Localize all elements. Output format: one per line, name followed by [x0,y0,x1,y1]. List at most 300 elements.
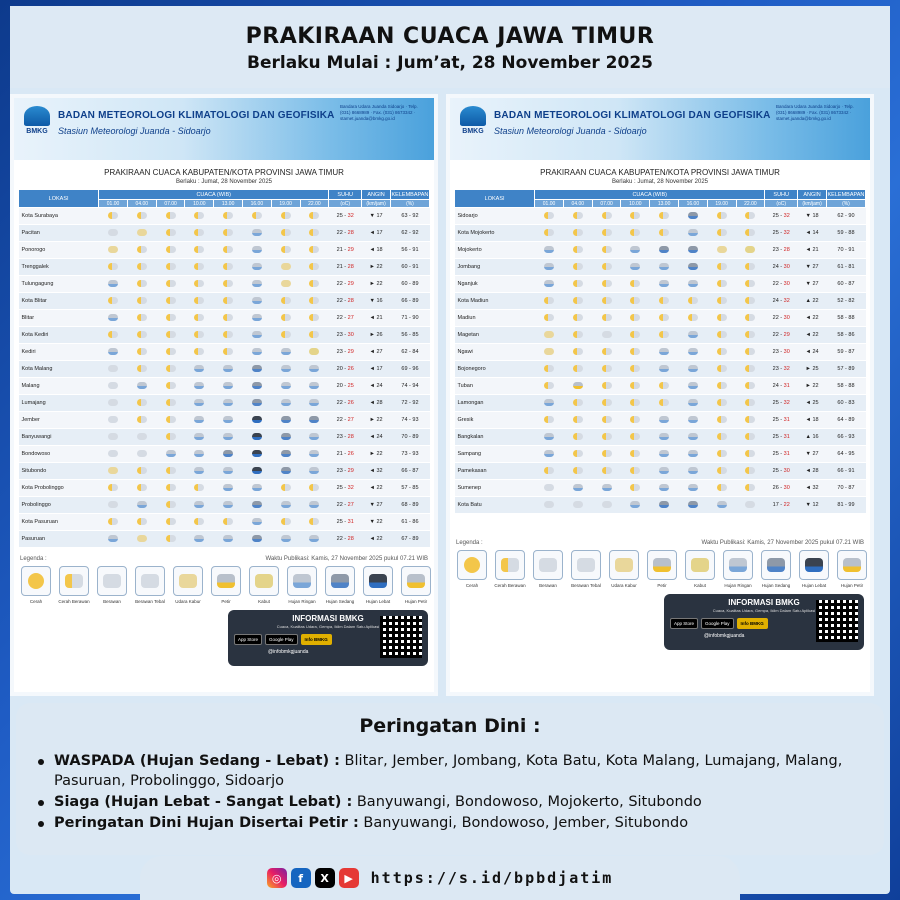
weather-cb-icon [137,399,147,406]
location-name: Mojokerto [455,242,535,259]
weather-ringan-icon [309,433,319,440]
table-row [455,225,866,242]
temp-max: 30 [783,281,790,287]
table-row [19,276,430,293]
weather-cell [214,446,243,463]
weather-cb-icon [223,348,233,355]
weather-cb-icon [309,280,319,287]
weather-cell [127,395,156,412]
weather-cell [592,293,621,310]
weather-cb-icon [717,450,727,457]
weather-cb-icon [194,331,204,338]
weather-cell [185,412,214,429]
weather-ringan-icon [194,416,204,423]
instagram-icon[interactable]: ◎ [267,868,287,888]
wind-cell [798,361,827,378]
column-header-hour: 07.00 [592,200,621,208]
info-bmkg-banner [664,594,864,650]
weather-cell [127,327,156,344]
weather-cell [736,446,765,463]
weather-cell [271,378,300,395]
temperature-cell [329,310,362,327]
weather-cb-icon [573,450,583,457]
legend-name: Hujan Petir [840,583,864,588]
weather-cb-icon [281,518,291,525]
temp-min: 23 [336,468,343,474]
weather-cb-icon [717,399,727,406]
legend-item [454,550,490,588]
weather-cb-icon [717,229,727,236]
temp-max: 30 [783,264,790,270]
legend-udara-icon [179,574,197,588]
agency-name: BADAN METEOROLOGI KLIMATOLOGI DAN GEOFISIKA [494,110,771,121]
wind-direction-icon: ▼ [805,213,811,219]
weather-cell [99,208,128,225]
weather-cell [242,327,271,344]
weather-cell [99,378,128,395]
weather-cell [300,225,329,242]
wind-cell [798,208,827,225]
weather-cell [707,463,736,480]
weather-cell [621,310,650,327]
warning-text: Banyuwangi, Bondowoso, Mojokerto, Situbondo [352,794,702,810]
legend-item [720,550,756,588]
legend-name: Hujan Ringan [724,583,752,588]
wind-speed: 27 [812,451,819,457]
weather-cb-icon [166,501,176,508]
wind-direction-icon: ◄ [369,349,375,355]
weather-cell [271,293,300,310]
weather-sedang-icon [688,246,698,253]
weather-cell [650,446,679,463]
weather-cell [156,429,185,446]
weather-cb-icon [717,348,727,355]
weather-cell [99,497,128,514]
temp-separator: - [342,536,348,542]
temp-min: 21 [336,264,343,270]
temp-max: 26 [347,451,354,457]
wind-speed: 24 [376,383,383,389]
weather-ringan-icon [223,416,233,423]
location-name: Tuban [455,378,535,395]
weather-cell [242,276,271,293]
weather-cb-icon [166,314,176,321]
weather-cb-icon [745,263,755,270]
weather-cell [650,378,679,395]
weather-cb-icon [717,297,727,304]
weather-cell [271,327,300,344]
temp-max: 28 [347,264,354,270]
temp-separator: - [778,485,784,491]
wind-speed: 24 [376,434,383,440]
temp-separator: - [342,315,348,321]
facebook-icon[interactable]: f [291,868,311,888]
wind-direction-icon: ◄ [805,485,811,491]
temp-separator: - [778,451,784,457]
weather-cell [678,208,707,225]
temp-min: 23 [336,349,343,355]
wind-cell [362,514,391,531]
location-name: Kota Madiun [455,293,535,310]
weather-cell [650,327,679,344]
humidity-cell: 73 - 93 [390,446,429,463]
humidity-cell: 58 - 88 [826,310,865,327]
weather-cell [242,208,271,225]
app-store-badge[interactable]: App Store [234,634,262,645]
weather-cell [214,463,243,480]
weather-cb-icon [573,229,583,236]
weather-cell [707,276,736,293]
column-header-lokasi: LOKASI [455,190,535,208]
weather-cell [214,531,243,548]
temp-max: 32 [783,230,790,236]
x-icon[interactable]: X [315,868,335,888]
weather-cb-icon [573,263,583,270]
location-name: Ponorogo [19,242,99,259]
temp-separator: - [778,264,784,270]
weather-ringan-icon [688,382,698,389]
app-store-badge[interactable]: App Store [670,618,698,629]
weather-lebat-icon [252,450,262,457]
table-row [455,463,866,480]
weather-cell [621,242,650,259]
temp-min: 25 [772,434,779,440]
google-play-badge[interactable]: Google Play [265,634,298,645]
temp-min: 24 [772,264,779,270]
wind-cell [798,497,827,514]
weather-cb-icon [573,297,583,304]
location-name: Kota Batu [455,497,535,514]
wind-direction-icon: ► [369,332,375,338]
weather-cell [621,378,650,395]
weather-cell [563,395,592,412]
weather-cell [242,310,271,327]
legend-cerah-icon [464,557,480,573]
wind-speed: 18 [812,213,819,219]
weather-cell [300,463,329,480]
temp-max: 31 [783,434,790,440]
weather-cell [563,310,592,327]
temp-separator: - [342,502,348,508]
table-row [19,378,430,395]
table-row [455,293,866,310]
youtube-icon[interactable]: ▶ [339,868,359,888]
weather-cell [592,344,621,361]
wind-direction-icon: ◄ [369,230,375,236]
weather-cb-icon [166,263,176,270]
weather-cell [271,480,300,497]
weather-cb-icon [659,399,669,406]
weather-ringan-icon [137,382,147,389]
weather-cell [678,225,707,242]
weather-ringan-icon [281,535,291,542]
weather-sedang-icon [309,416,319,423]
weather-cb-icon [602,467,612,474]
legend-icon-box [647,550,677,580]
weather-cb-icon [745,314,755,321]
legend-item [246,566,282,604]
weather-cb-icon [137,416,147,423]
weather-berawan-icon [137,433,147,440]
weather-sedang-icon [281,450,291,457]
weather-cb-icon [573,280,583,287]
table-row [455,276,866,293]
table-row [455,497,866,514]
weather-cb-icon [281,331,291,338]
weather-ringan-icon [252,280,262,287]
weather-cell [156,276,185,293]
contact-info: Bandara Udara Juanda Sidoarjo · Telp. (031) 8668989 · Fax. (031) 8673342 · stamet.juanda@bmkg.go.id [776,104,854,121]
temperature-cell [329,378,362,395]
weather-ringan-icon [281,348,291,355]
temp-separator: - [778,434,784,440]
temp-min: 17 [772,502,779,508]
weather-sedang-icon [252,399,262,406]
weather-sedang-icon [252,365,262,372]
table-row [19,463,430,480]
humidity-cell: 74 - 94 [390,378,429,395]
info-subtitle: Cuaca, Kualitas Udara, Gempa, Iklim Dalam Satu Aplikasi [276,624,380,629]
location-name: Madiun [455,310,535,327]
temp-separator: - [342,349,348,355]
weather-cell [99,361,128,378]
table-title: PRAKIRAAN CUACA KABUPATEN/KOTA PROVINSI JAWA TIMUR [540,168,780,177]
weather-ringan-icon [659,263,669,270]
humidity-cell: 74 - 93 [390,412,429,429]
temp-min: 25 [772,230,779,236]
weather-cb-icon [717,484,727,491]
weather-cell [156,344,185,361]
warning-list [54,751,884,833]
weather-cell [214,344,243,361]
weather-cell [156,293,185,310]
column-header-suhu: SUHU [329,190,362,200]
location-name: Tulungagung [19,276,99,293]
humidity-cell: 61 - 86 [390,514,429,531]
weather-cell [707,225,736,242]
weather-cell [592,446,621,463]
weather-cb-icon [717,314,727,321]
weather-cell [242,361,271,378]
table-row [19,310,430,327]
wind-cell [362,225,391,242]
weather-cell [242,480,271,497]
wind-direction-icon: ► [805,366,811,372]
table-row [19,412,430,429]
location-name: Kota Malang [19,361,99,378]
weather-cell [156,514,185,531]
location-name: Sumenep [455,480,535,497]
humidity-cell: 66 - 93 [826,429,865,446]
weather-cell [678,276,707,293]
weather-cb-icon [309,229,319,236]
weather-cb-icon [137,212,147,219]
weather-udara-icon [281,280,291,287]
legend-icon-box [59,566,89,596]
weather-cb-icon [281,229,291,236]
location-name: Probolinggo [19,497,99,514]
footer-url-link[interactable]: https://s.id/bpbdjatim [370,869,614,887]
temp-max: 31 [347,519,354,525]
weather-cell [127,344,156,361]
weather-cb-icon [194,229,204,236]
weather-cb-icon [108,297,118,304]
weather-cell [621,327,650,344]
weather-cb-icon [602,314,612,321]
social-handle: @infobmkgjuanda [268,649,309,655]
bmkg-logo [22,106,52,146]
weather-ringan-icon [166,450,176,457]
weather-udara-icon [281,263,291,270]
humidity-cell: 66 - 89 [390,293,429,310]
column-header-unit: (%) [826,200,865,208]
weather-cb-icon [717,263,727,270]
legend-item [530,550,566,588]
weather-cb-icon [745,365,755,372]
wind-speed: 22 [812,315,819,321]
legend-icon-box [761,550,791,580]
bmkg-logo-text: BMKG [462,128,484,135]
weather-cb-icon [602,246,612,253]
legend-item [360,566,396,604]
column-header-hour: 16.00 [678,200,707,208]
wind-cell [798,395,827,412]
wind-direction-icon: ◄ [369,315,375,321]
weather-cell [736,361,765,378]
weather-cell [242,395,271,412]
temp-min: 26 [772,485,779,491]
temp-max: 29 [347,349,354,355]
weather-cb-icon [108,212,118,219]
location-name: Kota Kediri [19,327,99,344]
qr-code-icon [816,600,858,642]
weather-cell [563,446,592,463]
bmkg-logo-icon [24,106,50,126]
weather-cell [214,327,243,344]
weather-ringan-icon [688,348,698,355]
weather-ringan-icon [252,229,262,236]
wind-direction-icon: ◄ [369,468,375,474]
wind-cell [798,276,827,293]
weather-cell [300,208,329,225]
wind-direction-icon: ◄ [805,349,811,355]
warning-text: Blitar, Jember, Jombang, Kota Batu, Kota Malang, Lumajang, Malang, Pasuruan, Probolinggo, Sidoarjo [54,753,843,789]
weather-cell [563,429,592,446]
legend-item [284,566,320,604]
weather-cb-icon [137,246,147,253]
wind-speed: 25 [812,400,819,406]
weather-cb-icon [630,297,640,304]
weather-cb-icon [602,212,612,219]
weather-ringan-icon [281,365,291,372]
legend-ringan-icon [729,558,747,572]
legend-icon-box [173,566,203,596]
weather-berawan-icon [108,433,118,440]
temp-max: 25 [347,383,354,389]
humidity-cell: 58 - 86 [826,327,865,344]
wind-speed: 17 [376,213,383,219]
weather-cell [707,429,736,446]
weather-cell [707,293,736,310]
weather-ringan-icon [252,518,262,525]
weather-cell [271,497,300,514]
weather-cell [736,344,765,361]
weather-cb-icon [717,433,727,440]
weather-cell [707,480,736,497]
weather-cell [736,378,765,395]
wind-speed: 18 [812,417,819,423]
weather-berawan-icon [602,331,612,338]
weather-cb-icon [745,416,755,423]
weather-udara-icon [544,331,554,338]
weather-cell [127,463,156,480]
weather-cell [563,361,592,378]
weather-cb-icon [688,314,698,321]
weather-ringan-icon [630,263,640,270]
humidity-cell: 64 - 95 [826,446,865,463]
legend-item [18,566,54,604]
weather-berawan-icon [544,484,554,491]
table-row [19,344,430,361]
weather-cell [214,276,243,293]
weather-ringan-icon [194,382,204,389]
weather-cell [592,429,621,446]
poster-header [10,6,890,88]
humidity-cell: 70 - 87 [826,480,865,497]
weather-cb-icon [194,314,204,321]
table-row [455,395,866,412]
page-title: PRAKIRAAN CUACA JAWA TIMUR [245,24,655,49]
weather-cell [99,429,128,446]
forecast-panel-right [446,94,874,696]
wind-speed: 27 [812,281,819,287]
legend-cerah-icon [28,573,44,589]
location-name: Kota Probolinggo [19,480,99,497]
weather-cb-icon [166,280,176,287]
weather-cell [621,412,650,429]
weather-cell [271,208,300,225]
weather-cb-icon [717,382,727,389]
column-header-hour: 19.00 [271,200,300,208]
weather-ringan-icon [688,280,698,287]
wind-cell [362,276,391,293]
weather-cell [621,429,650,446]
weather-cell [156,208,185,225]
weather-lebat-icon [252,416,262,423]
weather-cb-icon [602,229,612,236]
temperature-cell [765,497,798,514]
info-bmkg-badge: Info BMKG [301,634,332,645]
temp-separator: - [342,434,348,440]
legend-item [492,550,528,588]
wind-speed: 27 [812,264,819,270]
weather-cb-icon [223,314,233,321]
temp-min: 23 [336,332,343,338]
column-header-hour: 19.00 [707,200,736,208]
weather-cb-icon [194,348,204,355]
legend-name: Hujan Lebat [365,599,391,604]
legend-icon-box [135,566,165,596]
google-play-badge[interactable]: Google Play [701,618,734,629]
weather-cell [678,429,707,446]
location-name: Banyuwangi [19,429,99,446]
table-row [19,225,430,242]
wind-speed: 22 [812,383,819,389]
temp-max: 30 [347,332,354,338]
weather-cell [678,378,707,395]
temp-separator: - [342,417,348,423]
weather-cb-icon [166,433,176,440]
